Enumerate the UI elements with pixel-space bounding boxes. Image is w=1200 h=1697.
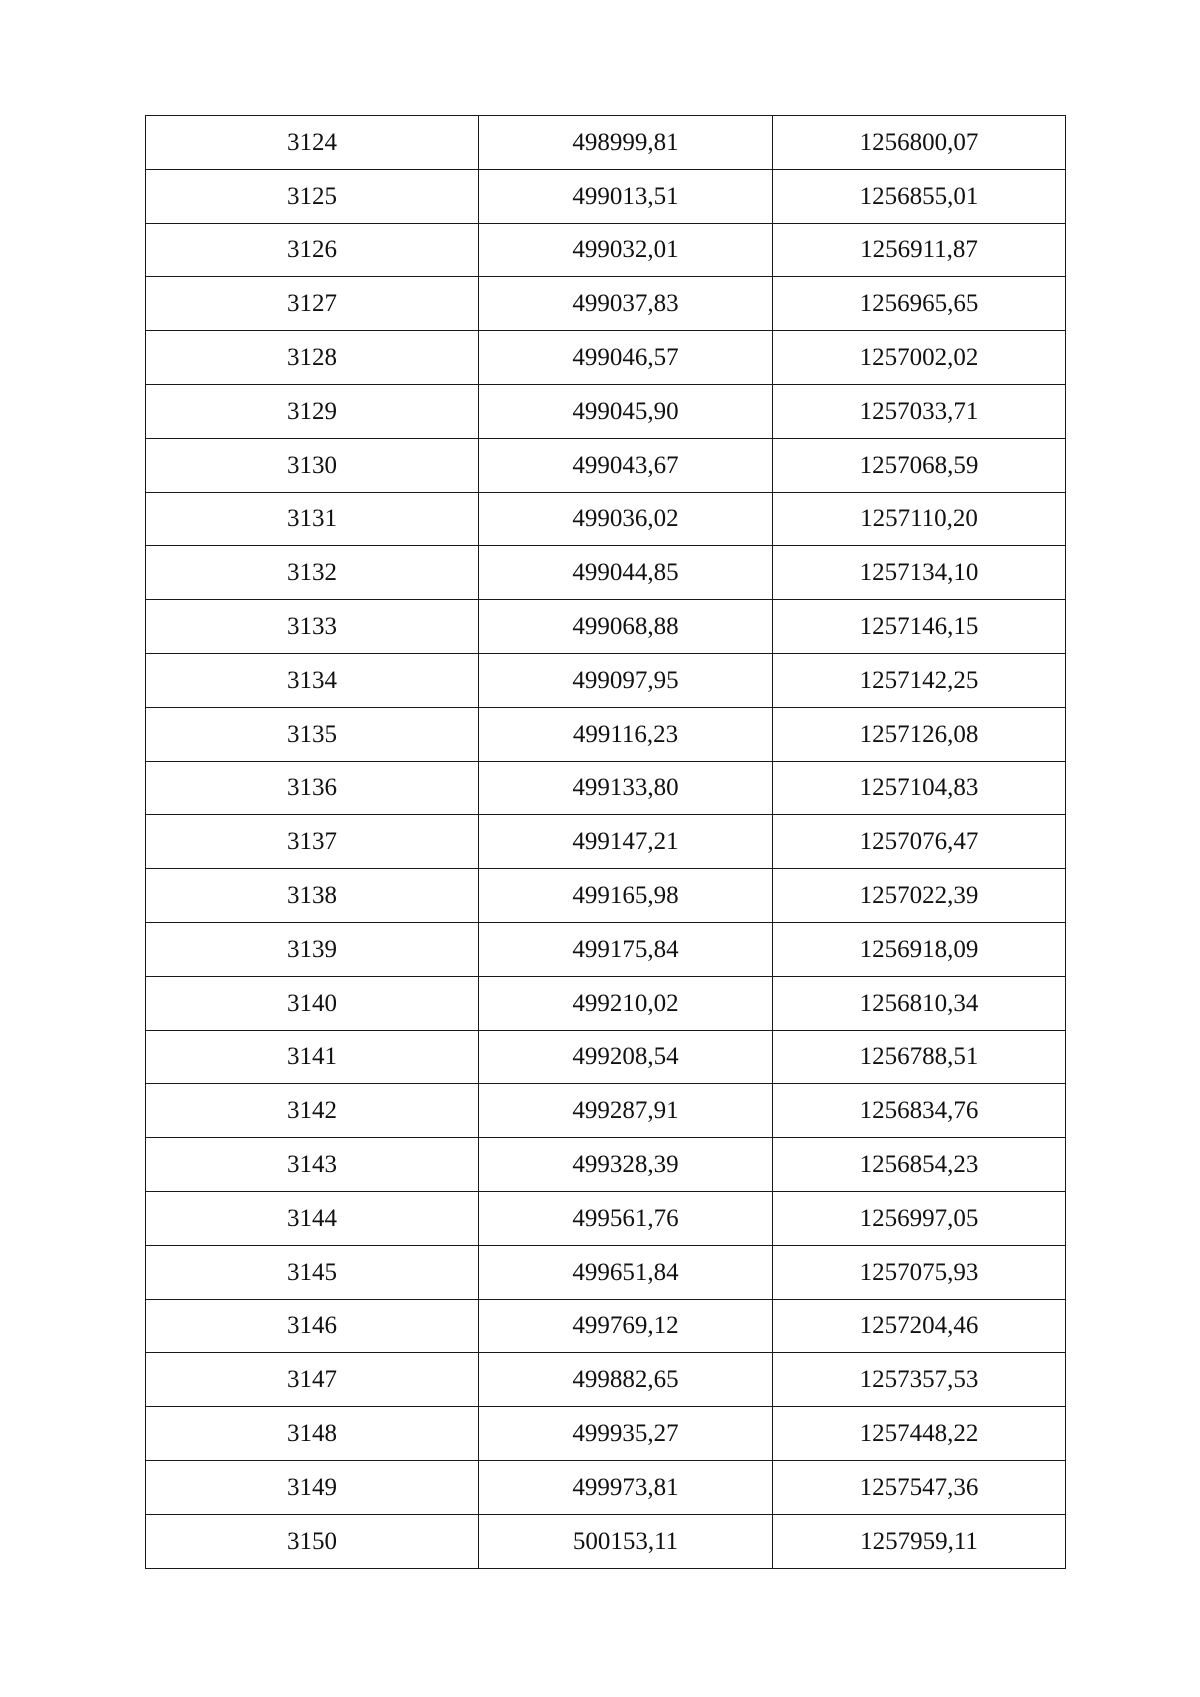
- y-coordinate-cell: 1257204,46: [773, 1299, 1066, 1353]
- table-row: [146, 1460, 1066, 1514]
- table-row: [146, 1245, 1066, 1299]
- x-coordinate-cell: 499036,02: [479, 492, 773, 546]
- table-row: [146, 922, 1066, 976]
- x-coordinate-cell: 498999,81: [479, 116, 773, 170]
- point-number-cell: 3146: [146, 1299, 479, 1353]
- table-row: [146, 653, 1066, 707]
- point-number-cell: 3139: [146, 922, 479, 976]
- y-coordinate-cell: 1257142,25: [773, 653, 1066, 707]
- table-row: [146, 1191, 1066, 1245]
- point-number-cell: 3125: [146, 169, 479, 223]
- point-number-cell: 3136: [146, 761, 479, 815]
- y-coordinate-cell: 1256911,87: [773, 223, 1066, 277]
- x-coordinate-cell: 499175,84: [479, 922, 773, 976]
- y-coordinate-cell: 1257068,59: [773, 438, 1066, 492]
- y-coordinate-cell: 1256800,07: [773, 116, 1066, 170]
- point-number-cell: 3140: [146, 976, 479, 1030]
- x-coordinate-cell: 499116,23: [479, 707, 773, 761]
- point-number-cell: 3135: [146, 707, 479, 761]
- point-number-cell: 3131: [146, 492, 479, 546]
- x-coordinate-cell: 499037,83: [479, 277, 773, 331]
- y-coordinate-cell: 1256834,76: [773, 1084, 1066, 1138]
- point-number-cell: 3137: [146, 815, 479, 869]
- table-row: [146, 1353, 1066, 1407]
- y-coordinate-cell: 1257075,93: [773, 1245, 1066, 1299]
- table-row: [146, 331, 1066, 385]
- y-coordinate-cell: 1257547,36: [773, 1460, 1066, 1514]
- y-coordinate-cell: 1257033,71: [773, 384, 1066, 438]
- point-number-cell: 3143: [146, 1138, 479, 1192]
- table-row: [146, 1138, 1066, 1192]
- table-row: [146, 116, 1066, 170]
- table-row: [146, 1514, 1066, 1568]
- x-coordinate-cell: 499147,21: [479, 815, 773, 869]
- point-number-cell: 3145: [146, 1245, 479, 1299]
- table-row: [146, 1084, 1066, 1138]
- table-row: [146, 707, 1066, 761]
- table-row: [146, 1030, 1066, 1084]
- table-row: [146, 169, 1066, 223]
- y-coordinate-cell: 1256810,34: [773, 976, 1066, 1030]
- table-row: [146, 815, 1066, 869]
- y-coordinate-cell: 1256965,65: [773, 277, 1066, 331]
- x-coordinate-cell: 499882,65: [479, 1353, 773, 1407]
- y-coordinate-cell: 1257104,83: [773, 761, 1066, 815]
- point-number-cell: 3127: [146, 277, 479, 331]
- x-coordinate-cell: 500153,11: [479, 1514, 773, 1568]
- y-coordinate-cell: 1257126,08: [773, 707, 1066, 761]
- x-coordinate-cell: 499208,54: [479, 1030, 773, 1084]
- table-row: [146, 438, 1066, 492]
- table-row: [146, 1407, 1066, 1461]
- table-row: [146, 976, 1066, 1030]
- y-coordinate-cell: 1257357,53: [773, 1353, 1066, 1407]
- table-row: [146, 546, 1066, 600]
- y-coordinate-cell: 1257134,10: [773, 546, 1066, 600]
- x-coordinate-cell: 499287,91: [479, 1084, 773, 1138]
- x-coordinate-cell: 499043,67: [479, 438, 773, 492]
- x-coordinate-cell: 499045,90: [479, 384, 773, 438]
- y-coordinate-cell: 1256788,51: [773, 1030, 1066, 1084]
- point-number-cell: 3132: [146, 546, 479, 600]
- point-number-cell: 3147: [146, 1353, 479, 1407]
- point-number-cell: 3129: [146, 384, 479, 438]
- table-row: [146, 384, 1066, 438]
- y-coordinate-cell: 1257002,02: [773, 331, 1066, 385]
- x-coordinate-cell: 499328,39: [479, 1138, 773, 1192]
- y-coordinate-cell: 1257959,11: [773, 1514, 1066, 1568]
- x-coordinate-cell: 499068,88: [479, 600, 773, 654]
- x-coordinate-cell: 499561,76: [479, 1191, 773, 1245]
- y-coordinate-cell: 1256997,05: [773, 1191, 1066, 1245]
- point-number-cell: 3128: [146, 331, 479, 385]
- x-coordinate-cell: 499935,27: [479, 1407, 773, 1461]
- x-coordinate-cell: 499097,95: [479, 653, 773, 707]
- y-coordinate-cell: 1256918,09: [773, 922, 1066, 976]
- y-coordinate-cell: 1256854,23: [773, 1138, 1066, 1192]
- point-number-cell: 3144: [146, 1191, 479, 1245]
- coordinates-table-body: [146, 116, 1066, 1569]
- x-coordinate-cell: 499651,84: [479, 1245, 773, 1299]
- x-coordinate-cell: 499165,98: [479, 869, 773, 923]
- y-coordinate-cell: 1257022,39: [773, 869, 1066, 923]
- point-number-cell: 3134: [146, 653, 479, 707]
- point-number-cell: 3124: [146, 116, 479, 170]
- table-row: [146, 277, 1066, 331]
- x-coordinate-cell: 499032,01: [479, 223, 773, 277]
- point-number-cell: 3149: [146, 1460, 479, 1514]
- point-number-cell: 3130: [146, 438, 479, 492]
- table-row: [146, 492, 1066, 546]
- y-coordinate-cell: 1257146,15: [773, 600, 1066, 654]
- x-coordinate-cell: 499044,85: [479, 546, 773, 600]
- point-number-cell: 3138: [146, 869, 479, 923]
- table-row: [146, 1299, 1066, 1353]
- coordinates-table: [145, 115, 1066, 1569]
- y-coordinate-cell: 1257448,22: [773, 1407, 1066, 1461]
- point-number-cell: 3126: [146, 223, 479, 277]
- x-coordinate-cell: 499973,81: [479, 1460, 773, 1514]
- y-coordinate-cell: 1257076,47: [773, 815, 1066, 869]
- table-row: [146, 223, 1066, 277]
- x-coordinate-cell: 499013,51: [479, 169, 773, 223]
- point-number-cell: 3142: [146, 1084, 479, 1138]
- x-coordinate-cell: 499769,12: [479, 1299, 773, 1353]
- table-row: [146, 600, 1066, 654]
- table-row: [146, 761, 1066, 815]
- point-number-cell: 3148: [146, 1407, 479, 1461]
- point-number-cell: 3133: [146, 600, 479, 654]
- table-row: [146, 869, 1066, 923]
- point-number-cell: 3141: [146, 1030, 479, 1084]
- y-coordinate-cell: 1256855,01: [773, 169, 1066, 223]
- x-coordinate-cell: 499133,80: [479, 761, 773, 815]
- x-coordinate-cell: 499046,57: [479, 331, 773, 385]
- point-number-cell: 3150: [146, 1514, 479, 1568]
- x-coordinate-cell: 499210,02: [479, 976, 773, 1030]
- y-coordinate-cell: 1257110,20: [773, 492, 1066, 546]
